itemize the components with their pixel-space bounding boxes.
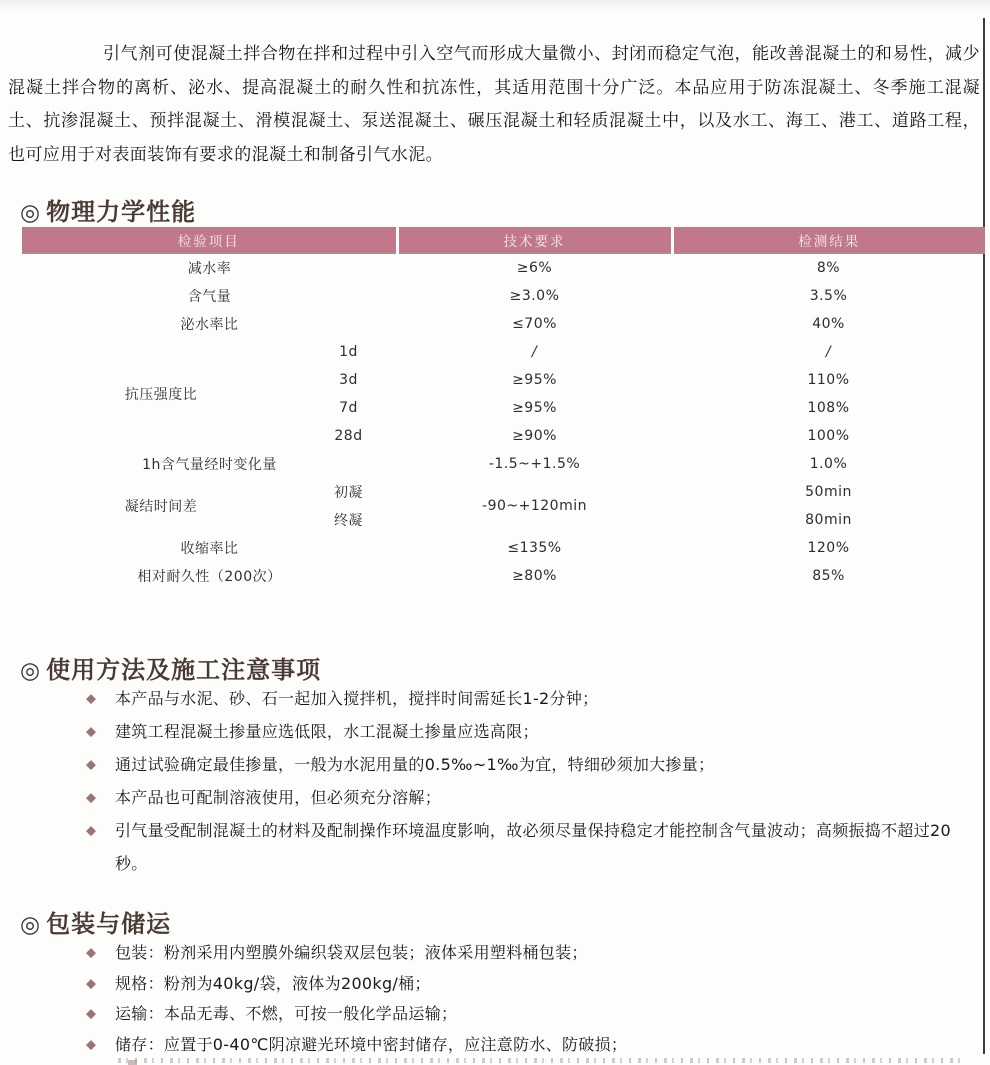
- section-marker-icon: ◎: [20, 657, 42, 684]
- usage-notes-list: [86, 682, 960, 880]
- cell-requirement: ≥95%: [512, 400, 557, 416]
- table-row: [22, 478, 985, 506]
- cell-item: 1h含气量经时变化量: [142, 457, 277, 473]
- diamond-bullet-icon: ◆: [86, 1037, 96, 1052]
- cell-subitem: 7d: [339, 400, 358, 416]
- cell-item: 含气量: [187, 289, 232, 305]
- cell-result: 100%: [807, 428, 850, 444]
- cell-requirement: ≥90%: [512, 428, 557, 444]
- cell-subitem: 3d: [339, 372, 358, 388]
- cell-requirement: ≤135%: [507, 540, 562, 556]
- table-header-row: [22, 227, 985, 253]
- cell-result: /: [825, 344, 832, 360]
- intro-paragraph: 引气剂可使混凝土拌合物在拌和过程中引入空气而形成大量微小、封闭而稳定气泡，能改善混凝土的和易性，减少混凝土拌合物的离析、泌水、提高混凝土的耐久性和抗冻性，其适用范围十分广泛。本品应用于防冻混凝土、冬季施工混凝土、抗渗混凝土、预拌混凝土、滑模混凝土、泵送混凝土、碾压混凝土和轻质混凝土中，以及水工、海工、港工、道路工程，也可应用于对表面装饰有要求的混凝土和制备引气水泥。: [8, 44, 980, 165]
- col-header-requirement: 技术要求: [397, 227, 672, 253]
- list-item: [86, 814, 960, 880]
- cell-subitem: 终凝: [334, 513, 363, 529]
- list-item-text: 本产品也可配制溶液使用，但必须充分溶解；: [115, 788, 442, 807]
- list-item: [86, 1030, 960, 1061]
- list-item-text: 包装：粉剂采用内塑膜外编织袋双层包装；液体采用塑料桶包装；: [115, 943, 588, 962]
- cell-item-group: 凝结时间差: [124, 499, 198, 515]
- cell-requirement: ≤70%: [512, 316, 557, 332]
- list-item: [86, 969, 960, 1000]
- cell-subitem: 初凝: [334, 485, 363, 501]
- cell-requirement: /: [531, 344, 538, 360]
- list-item-text: 建筑工程混凝土掺量应选低限，水工混凝土掺量应选高限；: [115, 722, 539, 741]
- cell-item: 相对耐久性（200次）: [137, 569, 282, 585]
- cell-result: 8%: [816, 260, 841, 276]
- list-item: [86, 999, 960, 1030]
- diamond-bullet-icon: ◆: [86, 976, 96, 991]
- cell-result: 1.0%: [809, 456, 848, 472]
- cell-subitem: 1d: [339, 344, 358, 360]
- packing-storage-list: [86, 938, 960, 1060]
- cell-requirement: ≥95%: [512, 372, 557, 388]
- cell-item-group: 抗压强度比: [124, 387, 198, 403]
- cell-item: 泌水率比: [180, 317, 239, 333]
- cell-result: 108%: [807, 400, 850, 416]
- section-heading-usage: [20, 650, 321, 685]
- section-marker-icon: ◎: [20, 911, 42, 938]
- list-item: [86, 748, 960, 781]
- table-row: [22, 534, 985, 562]
- cell-result: 40%: [812, 316, 845, 332]
- cell-subitem: 28d: [334, 428, 363, 444]
- table-row: [22, 338, 985, 366]
- cell-requirement: ≥80%: [512, 568, 557, 584]
- list-item: [86, 682, 960, 715]
- scan-smudge-top: [0, 0, 990, 12]
- table-row: [22, 450, 985, 478]
- diamond-bullet-icon: ◆: [86, 1006, 96, 1022]
- list-item-text: 本产品与水泥、砂、石一起加入搅拌机，搅拌时间需延长1-2分钟；: [115, 689, 599, 708]
- cell-requirement: -90~+120min: [482, 498, 587, 514]
- diamond-bullet-icon: ◆: [86, 823, 96, 839]
- section-title: 物理力学性能: [46, 197, 197, 226]
- section-heading-physical: [20, 192, 196, 227]
- cell-requirement: ≥6%: [516, 260, 553, 276]
- diamond-bullet-icon: ◆: [86, 790, 96, 806]
- cell-result: 3.5%: [809, 288, 848, 304]
- cell-result: 85%: [812, 568, 845, 584]
- diamond-bullet-icon: ◆: [86, 945, 96, 961]
- cell-result: 50min: [805, 484, 852, 500]
- list-item-text: 引气量受配制混凝土的材料及配制操作环境温度影响，故必须尽量保持稳定才能控制含气量波动；高频振捣不超过20秒。: [115, 821, 951, 873]
- cell-requirement: ≥3.0%: [509, 288, 560, 304]
- cell-item: 减水率: [187, 261, 232, 277]
- cell-result: 120%: [807, 540, 850, 556]
- section-title: 使用方法及施工注意事项: [46, 655, 322, 684]
- list-item-text: 运输：本品无毒、不燃，可按一般化学品运输；: [115, 1004, 458, 1023]
- section-heading-packing: [20, 904, 171, 939]
- table-row: [22, 253, 985, 282]
- cell-item: 收缩率比: [180, 541, 239, 557]
- table-row: [22, 310, 985, 338]
- cell-requirement: -1.5~+1.5%: [488, 456, 581, 472]
- list-item: [86, 938, 960, 969]
- section-title: 包装与储运: [46, 909, 172, 938]
- physical-properties-table: [22, 227, 985, 590]
- table-row: [22, 562, 985, 590]
- diamond-bullet-icon: ◆: [86, 757, 96, 773]
- clipped-text-artifact: [118, 1058, 960, 1063]
- col-header-result: 检测结果: [672, 227, 985, 253]
- list-item-text: 规格：粉剂为40kg/袋，液体为200kg/桶；: [115, 973, 431, 993]
- col-header-item: 检验项目: [22, 227, 397, 253]
- list-item-text: 通过试验确定最佳掺量，一般为水泥用量的0.5‰~1‰为宜，特细砂须加大掺量；: [115, 755, 715, 774]
- table-row: [22, 282, 985, 310]
- list-item-text: 储存：应置于0-40℃阴凉避光环境中密封储存，应注意防水、防破损；: [115, 1034, 628, 1054]
- list-item: [86, 715, 960, 748]
- section-marker-icon: ◎: [20, 199, 42, 226]
- diamond-bullet-icon: ◆: [86, 724, 96, 740]
- list-item: [86, 781, 960, 814]
- cell-result: 80min: [805, 512, 852, 528]
- cell-result: 110%: [807, 372, 850, 388]
- diamond-bullet-icon: ◆: [86, 691, 96, 707]
